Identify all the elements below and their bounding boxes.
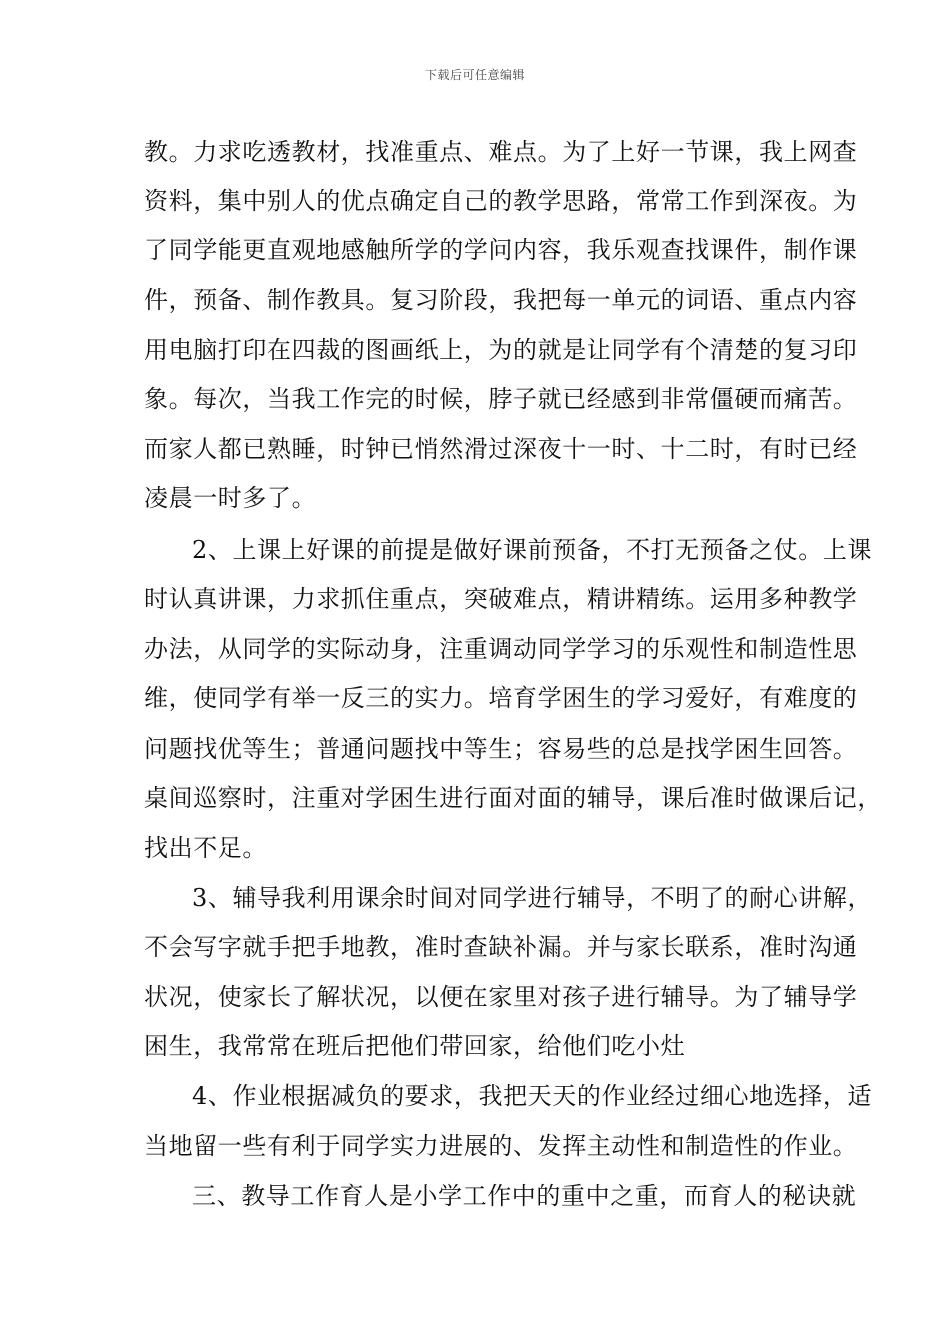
text-line: 当地留一些有利于同学实力进展的、发挥主动性和制造性的作业。 — [144, 1132, 858, 1160]
text-line: 问题找优等生；普通问题找中等生；容易些的总是找学困生回答。 — [144, 735, 858, 763]
text-line: 状况，使家长了解状况，以便在家里对孩子进行辅导。为了辅导学 — [144, 983, 858, 1011]
paragraph-start-line: 3、辅导我利用课余时间对同学进行辅导，不明了的耐心讲解， — [192, 884, 873, 912]
text-line: 教。力求吃透教材，找准重点、难点。为了上好一节课，我上网查 — [144, 138, 858, 166]
paragraph-start-line: 4、作业根据减负的要求，我把天天的作业经过细心地选择，适 — [192, 1082, 873, 1110]
page-header: 下载后可任意编辑 — [424, 68, 525, 82]
text-line: 象。每次，当我工作完的时候，脖子就已经感到非常僵硬而痛苦。 — [144, 385, 858, 413]
text-line: 困生，我常常在班后把他们带回家，给他们吃小灶 — [144, 1032, 686, 1060]
paragraph-start-line: 三、教导工作育人是小学工作中的重中之重，而育人的秘诀就 — [192, 1182, 857, 1210]
text-line: 资料，集中别人的优点确定自己的教学思路，常常工作到深夜。为 — [144, 187, 858, 215]
text-line: 找出不足。 — [144, 834, 267, 862]
text-line: 不会写字就手把手地教，准时查缺补漏。并与家长联系，准时沟通 — [144, 933, 858, 961]
text-line: 凌晨一时多了。 — [144, 484, 317, 512]
text-line: 办法，从同学的实际动身，注重调动同学学习的乐观性和制造性思 — [144, 635, 858, 663]
text-line: 件，预备、制作教具。复习阶段，我把每一单元的词语、重点内容 — [144, 286, 858, 314]
text-line: 用电脑打印在四裁的图画纸上，为的就是让同学有个清楚的复习印 — [144, 336, 858, 364]
text-line: 了同学能更直观地感触所学的学问内容，我乐观查找课件，制作课 — [144, 236, 858, 264]
text-line: 而家人都已熟睡，时钟已悄然滑过深夜十一时、十二时，有时已经 — [144, 435, 858, 463]
text-line: 桌间巡察时，注重对学困生进行面对面的辅导，课后准时做课后记， — [144, 784, 882, 812]
text-line: 时认真讲课，力求抓住重点，突破难点，精讲精练。运用多种教学 — [144, 585, 858, 613]
text-line: 维，使同学有举一反三的实力。培育学困生的学习爱好，有难度的 — [144, 684, 858, 712]
paragraph-start-line: 2、上课上好课的前提是做好课前预备，不打无预备之仗。上课 — [192, 536, 873, 564]
